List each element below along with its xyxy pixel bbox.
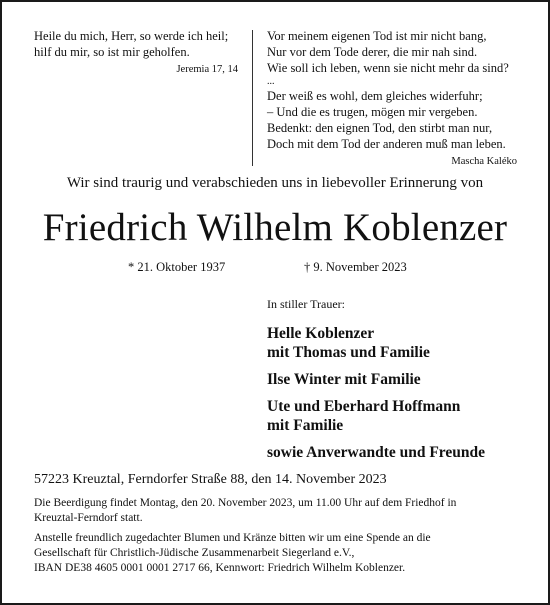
mourner-entry	[267, 370, 537, 389]
donation-info	[34, 531, 524, 576]
verse-line: hilf du mir, so ist mir geholfen.	[34, 45, 190, 59]
bible-verse	[34, 28, 244, 78]
funeral-info	[34, 496, 524, 526]
mourning-label: In stiller Trauer:	[267, 297, 345, 311]
place-and-date: 57223 Kreuztal, Ferndorfer Straße 88, den 14. November 2023	[34, 472, 387, 487]
mourner-line: mit Familie	[267, 417, 344, 434]
poem-line: Doch mit dem Tod der anderen muß man leben.	[267, 137, 506, 151]
mourner-line: Helle Koblenzer	[267, 325, 375, 342]
mourner-line: mit Thomas und Familie	[267, 344, 430, 361]
mourner-line: Ute und Eberhard Hoffmann	[267, 398, 461, 415]
mourners-list	[267, 324, 537, 470]
birth-date: * 21. Oktober 1937	[128, 260, 226, 274]
mourner-line: sowie Anverwandte und Freunde	[267, 444, 486, 461]
poem-line: – Und die es trugen, mögen mir vergeben.	[267, 105, 478, 119]
poem-ellipsis: ...	[267, 76, 275, 87]
vertical-divider	[252, 30, 253, 166]
donation-line: Anstelle freundlich zugedachter Blumen und Kränze bitten wir um eine Spende an die	[34, 532, 431, 544]
mourner-entry	[267, 324, 537, 362]
mourner-line: Ilse Winter mit Familie	[267, 371, 421, 388]
funeral-line: Kreuztal-Ferndorf statt.	[34, 512, 143, 524]
mourner-entry	[267, 397, 537, 435]
poem-line: Wie soll ich leben, wenn sie nicht mehr da sind?	[267, 61, 509, 75]
poem-line: Der weiß es wohl, dem gleiches widerfuhr;	[267, 89, 483, 103]
poem-line: Vor meinem eigenen Tod ist mir nicht bang,	[267, 29, 487, 43]
donation-line: Gesellschaft für Christlich-Jüdische Zusammenarbeit Siegerland e.V.,	[34, 547, 355, 559]
poem-source: Mascha Kaléko	[451, 156, 517, 167]
verse-source: Jeremia 17, 14	[176, 64, 238, 75]
poem	[267, 28, 517, 170]
deceased-name: Friedrich Wilhelm Koblenzer	[42, 206, 508, 249]
intro-text: Wir sind traurig und verabschieden uns in liebevoller Erinnerung von	[66, 175, 484, 191]
poem-line: Nur vor dem Tode derer, die mir nah sind.	[267, 45, 478, 59]
mourner-entry	[267, 443, 537, 462]
donation-line: IBAN DE38 4605 0001 0001 2717 66, Kennwort: Friedrich Wilhelm Koblenzer.	[34, 562, 406, 574]
funeral-line: Die Beerdigung findet Montag, den 20. November 2023, um 11.00 Uhr auf dem Friedhof in	[34, 497, 457, 509]
death-date: † 9. November 2023	[304, 260, 407, 274]
poem-line: Bedenkt: den eignen Tod, den stirbt man nur,	[267, 121, 493, 135]
verse-line: Heile du mich, Herr, so werde ich heil;	[34, 29, 229, 43]
